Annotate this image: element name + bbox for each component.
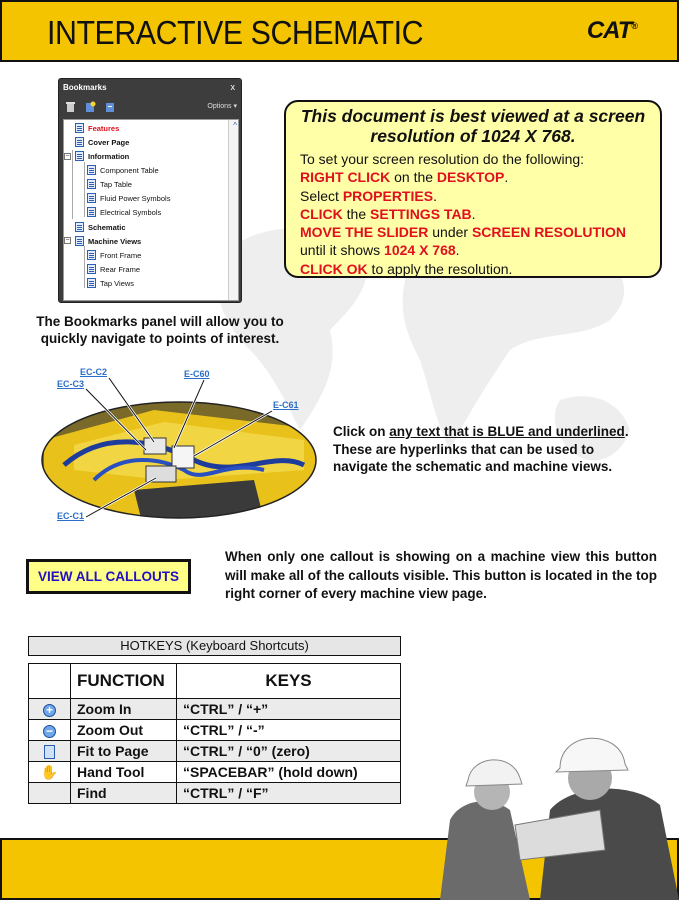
table-cell-icon bbox=[29, 699, 71, 720]
bookmark-cover-page[interactable]: Cover Page bbox=[88, 138, 130, 147]
table-cell-keys: “CTRL” / “0” (zero) bbox=[177, 741, 401, 762]
table-row bbox=[29, 699, 401, 720]
instruction-line bbox=[300, 223, 626, 241]
bookmark-front-frame[interactable]: Front Frame bbox=[100, 251, 142, 260]
table-cell-function: Zoom Out bbox=[71, 720, 177, 741]
instruction-text: . These are hyperlinks that can be used to navigate the schematic and machine views. bbox=[333, 424, 629, 474]
registered-mark: ® bbox=[631, 21, 637, 31]
instruction-keyword: SETTINGS TAB bbox=[370, 205, 472, 222]
bookmark-tap-table[interactable]: Tap Table bbox=[100, 180, 132, 189]
bookmark-icon bbox=[75, 137, 84, 147]
zoom-in-icon: + bbox=[43, 704, 56, 717]
hotkeys-title: HOTKEYS (Keyboard Shortcuts) bbox=[28, 636, 401, 656]
table-header-icon bbox=[29, 664, 71, 699]
cat-logo bbox=[587, 17, 637, 45]
page-title: INTERACTIVE SCHEMATIC bbox=[47, 14, 424, 51]
resolution-title: This document is best viewed at a screen resolution of 1024 X 768. bbox=[300, 106, 646, 146]
instruction-text: . bbox=[455, 242, 460, 259]
instruction-keyword: CLICK OK bbox=[300, 260, 368, 277]
resolution-instructions bbox=[300, 150, 626, 278]
bookmark-fluid-power-symbols[interactable]: Fluid Power Symbols bbox=[100, 194, 171, 203]
instruction-text: . bbox=[433, 187, 437, 204]
instruction-keyword: PROPERTIES bbox=[342, 187, 434, 204]
table-cell-icon bbox=[29, 720, 71, 741]
instruction-keyword: DESKTOP bbox=[436, 169, 505, 186]
instruction-line: To set your screen resolution do the following: bbox=[300, 151, 585, 167]
hotkeys-table bbox=[28, 663, 401, 804]
bookmark-electrical-symbols[interactable]: Electrical Symbols bbox=[100, 208, 162, 217]
instruction-line bbox=[300, 241, 626, 259]
instruction-text: until it shows bbox=[300, 242, 385, 259]
header-band bbox=[0, 0, 679, 62]
zoom-out-icon: − bbox=[43, 725, 56, 738]
table-cell-keys: “CTRL” / “F” bbox=[177, 783, 401, 804]
table-cell-function: Hand Tool bbox=[71, 762, 177, 783]
table-header-row bbox=[29, 664, 401, 699]
instruction-underlined: any text that is BLUE and underlined bbox=[389, 424, 625, 439]
instruction-line bbox=[300, 187, 626, 205]
bookmark-schematic[interactable]: Schematic bbox=[88, 223, 126, 232]
bookmark-icon bbox=[87, 264, 96, 274]
scroll-up-icon[interactable]: ^ bbox=[233, 121, 237, 130]
tree-line bbox=[72, 150, 73, 219]
workers-photo bbox=[420, 700, 679, 900]
trash-icon[interactable] bbox=[65, 101, 76, 113]
table-cell-icon bbox=[29, 741, 71, 762]
table-row bbox=[29, 741, 401, 762]
bookmark-features[interactable]: Features bbox=[88, 124, 120, 133]
instruction-line bbox=[300, 168, 626, 186]
callout-link-e-c60[interactable]: E-C60 bbox=[184, 369, 210, 379]
bookmark-icon bbox=[75, 236, 84, 246]
new-bookmark-icon[interactable] bbox=[85, 101, 96, 113]
bookmark-icon bbox=[87, 193, 96, 203]
bookmarks-list bbox=[63, 119, 239, 301]
callout-link-ec-c3[interactable]: EC-C3 bbox=[57, 379, 85, 389]
bookmarks-toolbar bbox=[63, 99, 239, 117]
bookmark-icon bbox=[87, 278, 96, 288]
instruction-text: . bbox=[504, 169, 509, 186]
instruction-keyword: SCREEN RESOLUTION bbox=[471, 224, 626, 241]
callout-link-ec-c2[interactable]: EC-C2 bbox=[80, 367, 108, 377]
bookmark-tap-views[interactable]: Tap Views bbox=[100, 279, 135, 288]
bookmark-information[interactable]: Information bbox=[88, 152, 130, 161]
collapse-icon[interactable]: − bbox=[65, 153, 70, 160]
bookmark-icon bbox=[87, 165, 96, 175]
table-cell-function: Zoom In bbox=[71, 699, 177, 720]
instruction-text: . bbox=[471, 205, 476, 222]
instruction-keyword: 1024 X 768 bbox=[384, 242, 456, 259]
table-cell-keys: “SPACEBAR” (hold down) bbox=[177, 762, 401, 783]
instruction-keyword: CLICK bbox=[300, 205, 343, 222]
view-all-description: When only one callout is showing on a machine view this button will make all of the callouts visible. This button is located in the top right corner of every machine view page. bbox=[225, 549, 657, 601]
table-cell-icon bbox=[29, 783, 71, 804]
instruction-text: the bbox=[342, 205, 371, 222]
table-header-function: FUNCTION bbox=[71, 664, 177, 699]
bookmark-options-icon[interactable] bbox=[105, 101, 116, 113]
bookmark-rear-frame[interactable]: Rear Frame bbox=[100, 265, 141, 274]
bookmark-icon bbox=[87, 179, 96, 189]
bookmarks-panel-title: Bookmarks bbox=[63, 83, 107, 92]
callout-link-ec-c1[interactable]: EC-C1 bbox=[57, 511, 85, 521]
instruction-line bbox=[300, 260, 626, 278]
bookmark-icon bbox=[75, 123, 84, 133]
machine-view-image bbox=[34, 370, 334, 530]
resolution-notice-box bbox=[284, 100, 662, 278]
instruction-keyword: RIGHT CLICK bbox=[300, 169, 391, 186]
table-cell-icon bbox=[29, 762, 71, 783]
instruction-text: Select bbox=[300, 187, 343, 204]
tree-line bbox=[84, 162, 85, 217]
cat-logo-text: CAT bbox=[586, 17, 632, 44]
table-row bbox=[29, 762, 401, 783]
table-row bbox=[29, 720, 401, 741]
instruction-line bbox=[300, 205, 626, 223]
instruction-keyword: MOVE THE SLIDER bbox=[300, 224, 429, 241]
instruction-text: Click on bbox=[333, 424, 390, 439]
bookmark-icon bbox=[75, 222, 84, 232]
bookmarks-caption: The Bookmarks panel will allow you to quickly navigate to points of interest. bbox=[36, 314, 284, 346]
hand-tool-icon: ✋ bbox=[40, 763, 59, 780]
table-row bbox=[29, 783, 401, 804]
bookmark-icon bbox=[87, 250, 96, 260]
bookmark-machine-views[interactable]: Machine Views bbox=[88, 237, 142, 246]
table-cell-function: Fit to Page bbox=[71, 741, 177, 762]
instruction-text: under bbox=[428, 224, 472, 241]
bookmark-icon bbox=[75, 151, 84, 161]
collapse-icon[interactable]: − bbox=[65, 237, 70, 244]
options-menu[interactable]: Options ▾ bbox=[207, 103, 237, 110]
table-cell-function: Find bbox=[71, 783, 177, 804]
table-header-keys: KEYS bbox=[177, 664, 401, 699]
table-cell-keys: “CTRL” / “-” bbox=[177, 720, 401, 741]
instruction-text: on the bbox=[390, 169, 437, 186]
tree-line bbox=[84, 246, 85, 288]
view-all-callouts-button[interactable]: VIEW ALL CALLOUTS bbox=[26, 559, 191, 594]
close-icon[interactable]: x bbox=[230, 82, 235, 92]
instruction-text: to apply the resolution. bbox=[367, 260, 513, 277]
callout-link-e-c61[interactable]: E-C61 bbox=[273, 400, 299, 410]
bookmark-icon bbox=[87, 207, 96, 217]
fit-page-icon bbox=[44, 745, 55, 759]
hyperlink-instructions bbox=[333, 423, 645, 476]
bookmarks-panel bbox=[58, 78, 242, 303]
table-cell-keys: “CTRL” / “+” bbox=[177, 699, 401, 720]
scrollbar[interactable] bbox=[228, 120, 238, 300]
bookmark-component-table[interactable]: Component Table bbox=[100, 166, 159, 175]
